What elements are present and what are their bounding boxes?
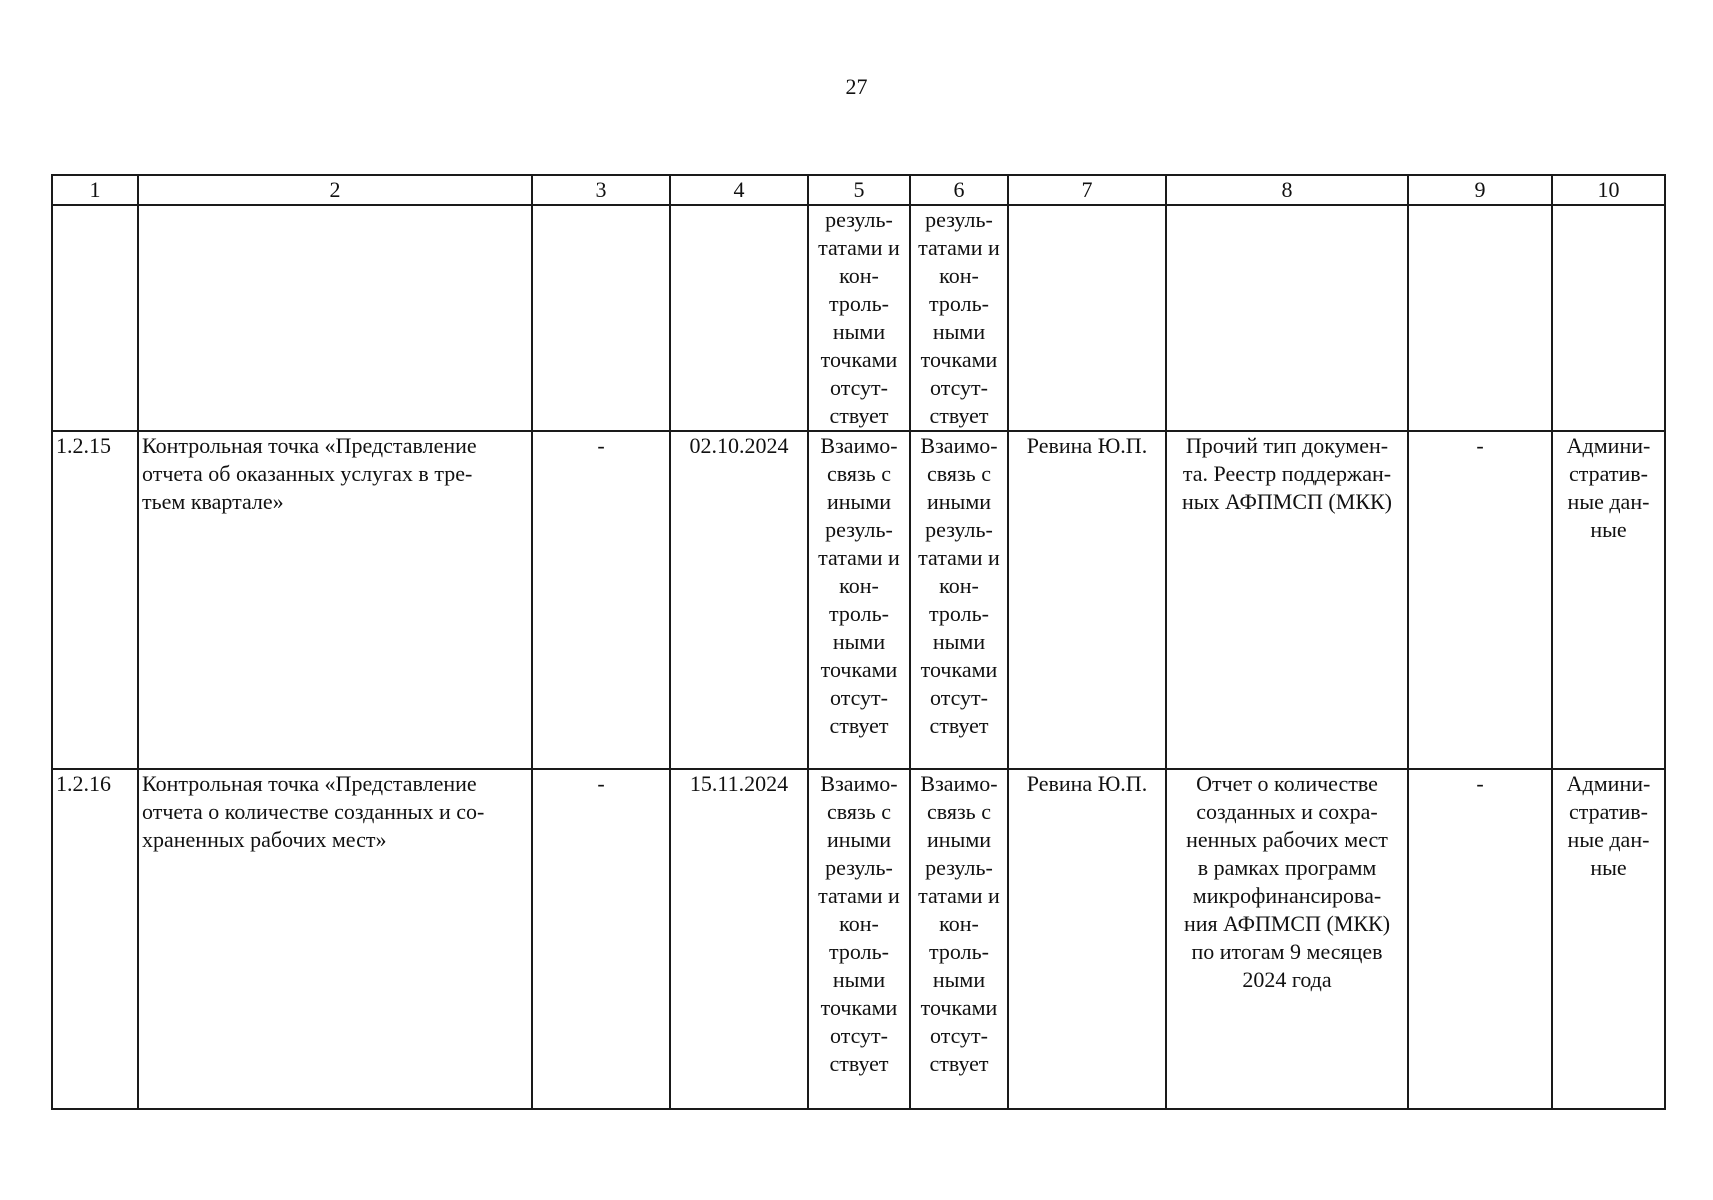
responsible-cell [1008, 205, 1166, 431]
table-row-continuation [52, 205, 1665, 431]
relation-cell-col-6: резуль- татами и кон- троль- ными точками отсут- ствует [910, 205, 1008, 431]
item-number-cell: 1.2.16 [52, 769, 138, 1109]
source-cell [1552, 205, 1665, 431]
cell-col-9 [1408, 205, 1552, 431]
date-cell [670, 205, 808, 431]
cell-col-3 [532, 205, 670, 431]
page-number: 27 [845, 74, 868, 99]
relation-cell-col-5: Взаимо- связь с иными резуль- татами и кон- троль- ными точками отсут- ствует [808, 431, 910, 769]
table-row-1-2-16 [52, 769, 1665, 1109]
source-cell: Админи- стратив- ные дан- ные [1552, 431, 1665, 769]
column-header: 7 [1008, 175, 1166, 205]
item-name-cell: Контрольная точка «Представление отчета о количестве созданных и со- храненных рабочих мест» [138, 769, 532, 1109]
column-header: 9 [1408, 175, 1552, 205]
relation-cell-col-6: Взаимо- связь с иными резуль- татами и кон- троль- ными точками отсут- ствует [910, 769, 1008, 1109]
table-row-1-2-15 [52, 431, 1665, 769]
cell-col-3: - [532, 769, 670, 1109]
source-cell: Админи- стратив- ные дан- ные [1552, 769, 1665, 1109]
responsible-cell: Ревина Ю.П. [1008, 769, 1166, 1109]
responsible-cell: Ревина Ю.П. [1008, 431, 1166, 769]
column-header: 5 [808, 175, 910, 205]
column-header: 10 [1552, 175, 1665, 205]
column-header: 1 [52, 175, 138, 205]
document-type-cell [1166, 205, 1408, 431]
item-number-cell: 1.2.15 [52, 431, 138, 769]
column-header: 8 [1166, 175, 1408, 205]
column-header: 2 [138, 175, 532, 205]
item-number-cell [52, 205, 138, 431]
relation-cell-col-5: Взаимо- связь с иными резуль- татами и кон- троль- ными точками отсут- ствует [808, 769, 910, 1109]
column-header: 6 [910, 175, 1008, 205]
date-cell: 15.11.2024 [670, 769, 808, 1109]
document-type-cell: Отчет о количестве созданных и сохра- ненных рабочих мест в рамках программ микрофинансирова- ния АФПМСП (МКК) по итогам 9 месяцев 2024 года [1166, 769, 1408, 1109]
relation-cell-col-6: Взаимо- связь с иными резуль- татами и кон- троль- ными точками отсут- ствует [910, 431, 1008, 769]
relation-cell-col-5: резуль- татами и кон- троль- ными точками отсут- ствует [808, 205, 910, 431]
column-header: 4 [670, 175, 808, 205]
plan-table [51, 174, 1666, 1110]
cell-col-9: - [1408, 769, 1552, 1109]
item-name-cell [138, 205, 532, 431]
column-header: 3 [532, 175, 670, 205]
column-number-row [52, 175, 1665, 205]
item-name-cell: Контрольная точка «Представление отчета об оказанных услугах в тре- тьем квартале» [138, 431, 532, 769]
cell-col-3: - [532, 431, 670, 769]
document-type-cell: Прочий тип докумен- та. Реестр поддержан- ных АФПМСП (МКК) [1166, 431, 1408, 769]
cell-col-9: - [1408, 431, 1552, 769]
date-cell: 02.10.2024 [670, 431, 808, 769]
